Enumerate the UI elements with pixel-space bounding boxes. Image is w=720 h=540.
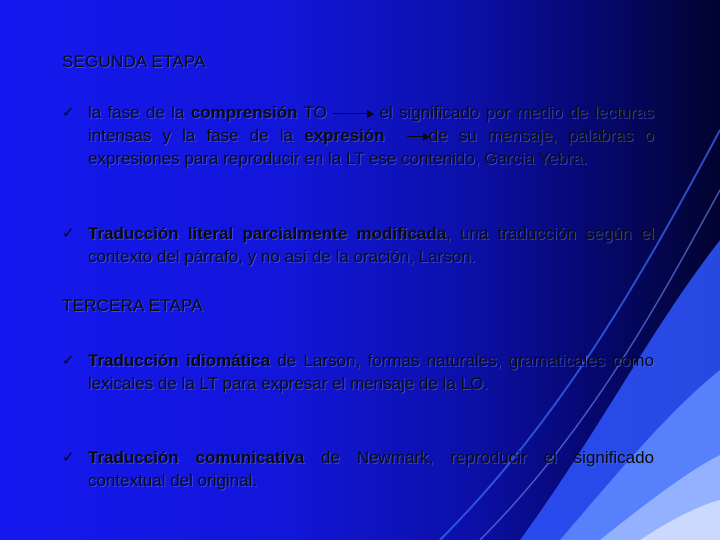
bullet-text: Traducción comunicativa de Newmark, reproducir el significado contextual del original. xyxy=(88,448,655,490)
bullet-text: Traducción idiomática de Larson, formas naturales, gramaticales como lexicales de la LT para expresar el mensaje de la LO. xyxy=(88,351,654,393)
checkmark-icon: ✓ xyxy=(62,448,75,466)
checkmark-icon: ✓ xyxy=(62,224,75,242)
bullet-item-comunicativa xyxy=(62,446,654,492)
bullet-text: la fase de la comprensión TO el significado por medio de lecturas intensas y la fase de la expresión de su mensaje, palabras o expresiones para reproducir en la LT ese contenido, Garcia Yebra. xyxy=(88,103,654,168)
arrow-right-icon xyxy=(407,136,429,138)
bullet-item-comprension xyxy=(62,101,654,170)
arrow-right-icon xyxy=(333,113,373,115)
bullet-item-literal xyxy=(62,222,654,268)
section-heading-segunda: SEGUNDA ETAPA xyxy=(62,52,206,71)
checkmark-icon: ✓ xyxy=(62,103,75,121)
bullet-text: Traducción literal parcialmente modificada, una traducción según el contexto del párrafo, y no así de la oración, Larson. xyxy=(88,224,654,266)
bullet-item-idiomatica xyxy=(62,349,654,395)
checkmark-icon: ✓ xyxy=(62,351,75,369)
section-heading-tercera: TERCERA ETAPA xyxy=(62,296,203,315)
